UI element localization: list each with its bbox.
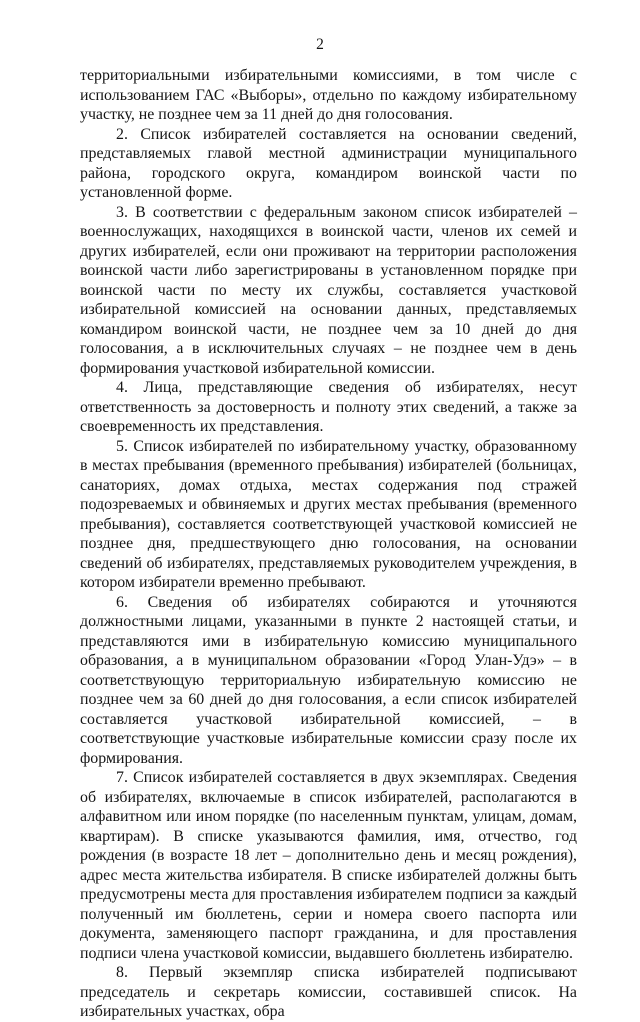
- paragraph-item-8: 8. Первый экземпляр списка избирателей подписывают председатель и секретарь комиссии, составившей список. На избирательных участках, обра: [80, 964, 577, 1020]
- document-body: [80, 66, 577, 1022]
- paragraph-item-3: 3. В соответствии с федеральным законом список избирателей – военнослужащих, находящихся в воинской части, членов их семей и других избирателей, если они проживают на территории расположения воинской части либо зарегистрированы в установленном порядке при воинской части по месту их службы, составляется участковой избирательной комиссией на основании данных, представляемых командиром воинской части, не позднее чем за 10 дней до дня голосования, а в исключительных случаях – не позднее чем в день формирования участковой избирательной комиссии.: [80, 203, 577, 377]
- paragraph-item-5: 5. Список избирателей по избирательному участку, образованному в местах пребывания (временного пребывания) избирателей (больницах, санаториях, домах отдыха, местах содержания под стражей подозреваемых и обвиняемых и других местах пребывания (временного пребывания), составляется соответствующей участковой комиссией не позднее дня, предшествующего дню голосования, на основании сведений об избирателях, представляемых руководителем учреждения, в котором избиратели временно пребывают.: [80, 437, 577, 591]
- paragraph-item-6: 6. Сведения об избирателях собираются и уточняются должностными лицами, указанными в пункте 2 настоящей статьи, и представляются ими в избирательную комиссию муниципального образования, а в муниципальном образовании «Город Улан-Удэ» – в соответствующую территориальную избирательную комиссию не позднее чем за 60 дней до дня голосования, а если список избирателей составляется участковой избирательной комиссией, – в соответствующие участковые избирательные комиссии сразу после их формирования.: [80, 593, 577, 767]
- paragraph-item-7: 7. Список избирателей составляется в двух экземплярах. Сведения об избирателях, включаемые в список избирателей, располагаются в алфавитном или ином порядке (по населенным пунктам, улицам, домам, квартирам). В списке указываются фамилия, имя, отчество, год рождения (в возрасте 18 лет – дополнительно день и месяц рождения), адрес места жительства избирателя. В списке избирателей должны быть предусмотрены места для проставления избирателем подписи за каждый полученный им бюллетень, серии и номера своего паспорта или документа, заменяющего паспорт гражданина, и для проставления подписи члена участковой комиссии, выдавшего бюллетень избирателю.: [80, 769, 577, 962]
- page-number: 2: [316, 36, 324, 53]
- paragraph-item-4: 4. Лица, представляющие сведения об избирателях, несут ответственность за достоверность и полноту этих сведений, а также за своевременность их представления.: [80, 379, 577, 435]
- paragraph-continuation: территориальными избирательными комиссиями, в том числе с использованием ГАС «Выборы», отдельно по каждому избирательному участку, не позднее чем за 11 дней до дня голосования.: [80, 67, 577, 123]
- paragraph-item-2: 2. Список избирателей составляется на основании сведений, представляемых главой местной администрации муниципального района, городского округа, командиром воинской части по установленной форме.: [80, 125, 577, 201]
